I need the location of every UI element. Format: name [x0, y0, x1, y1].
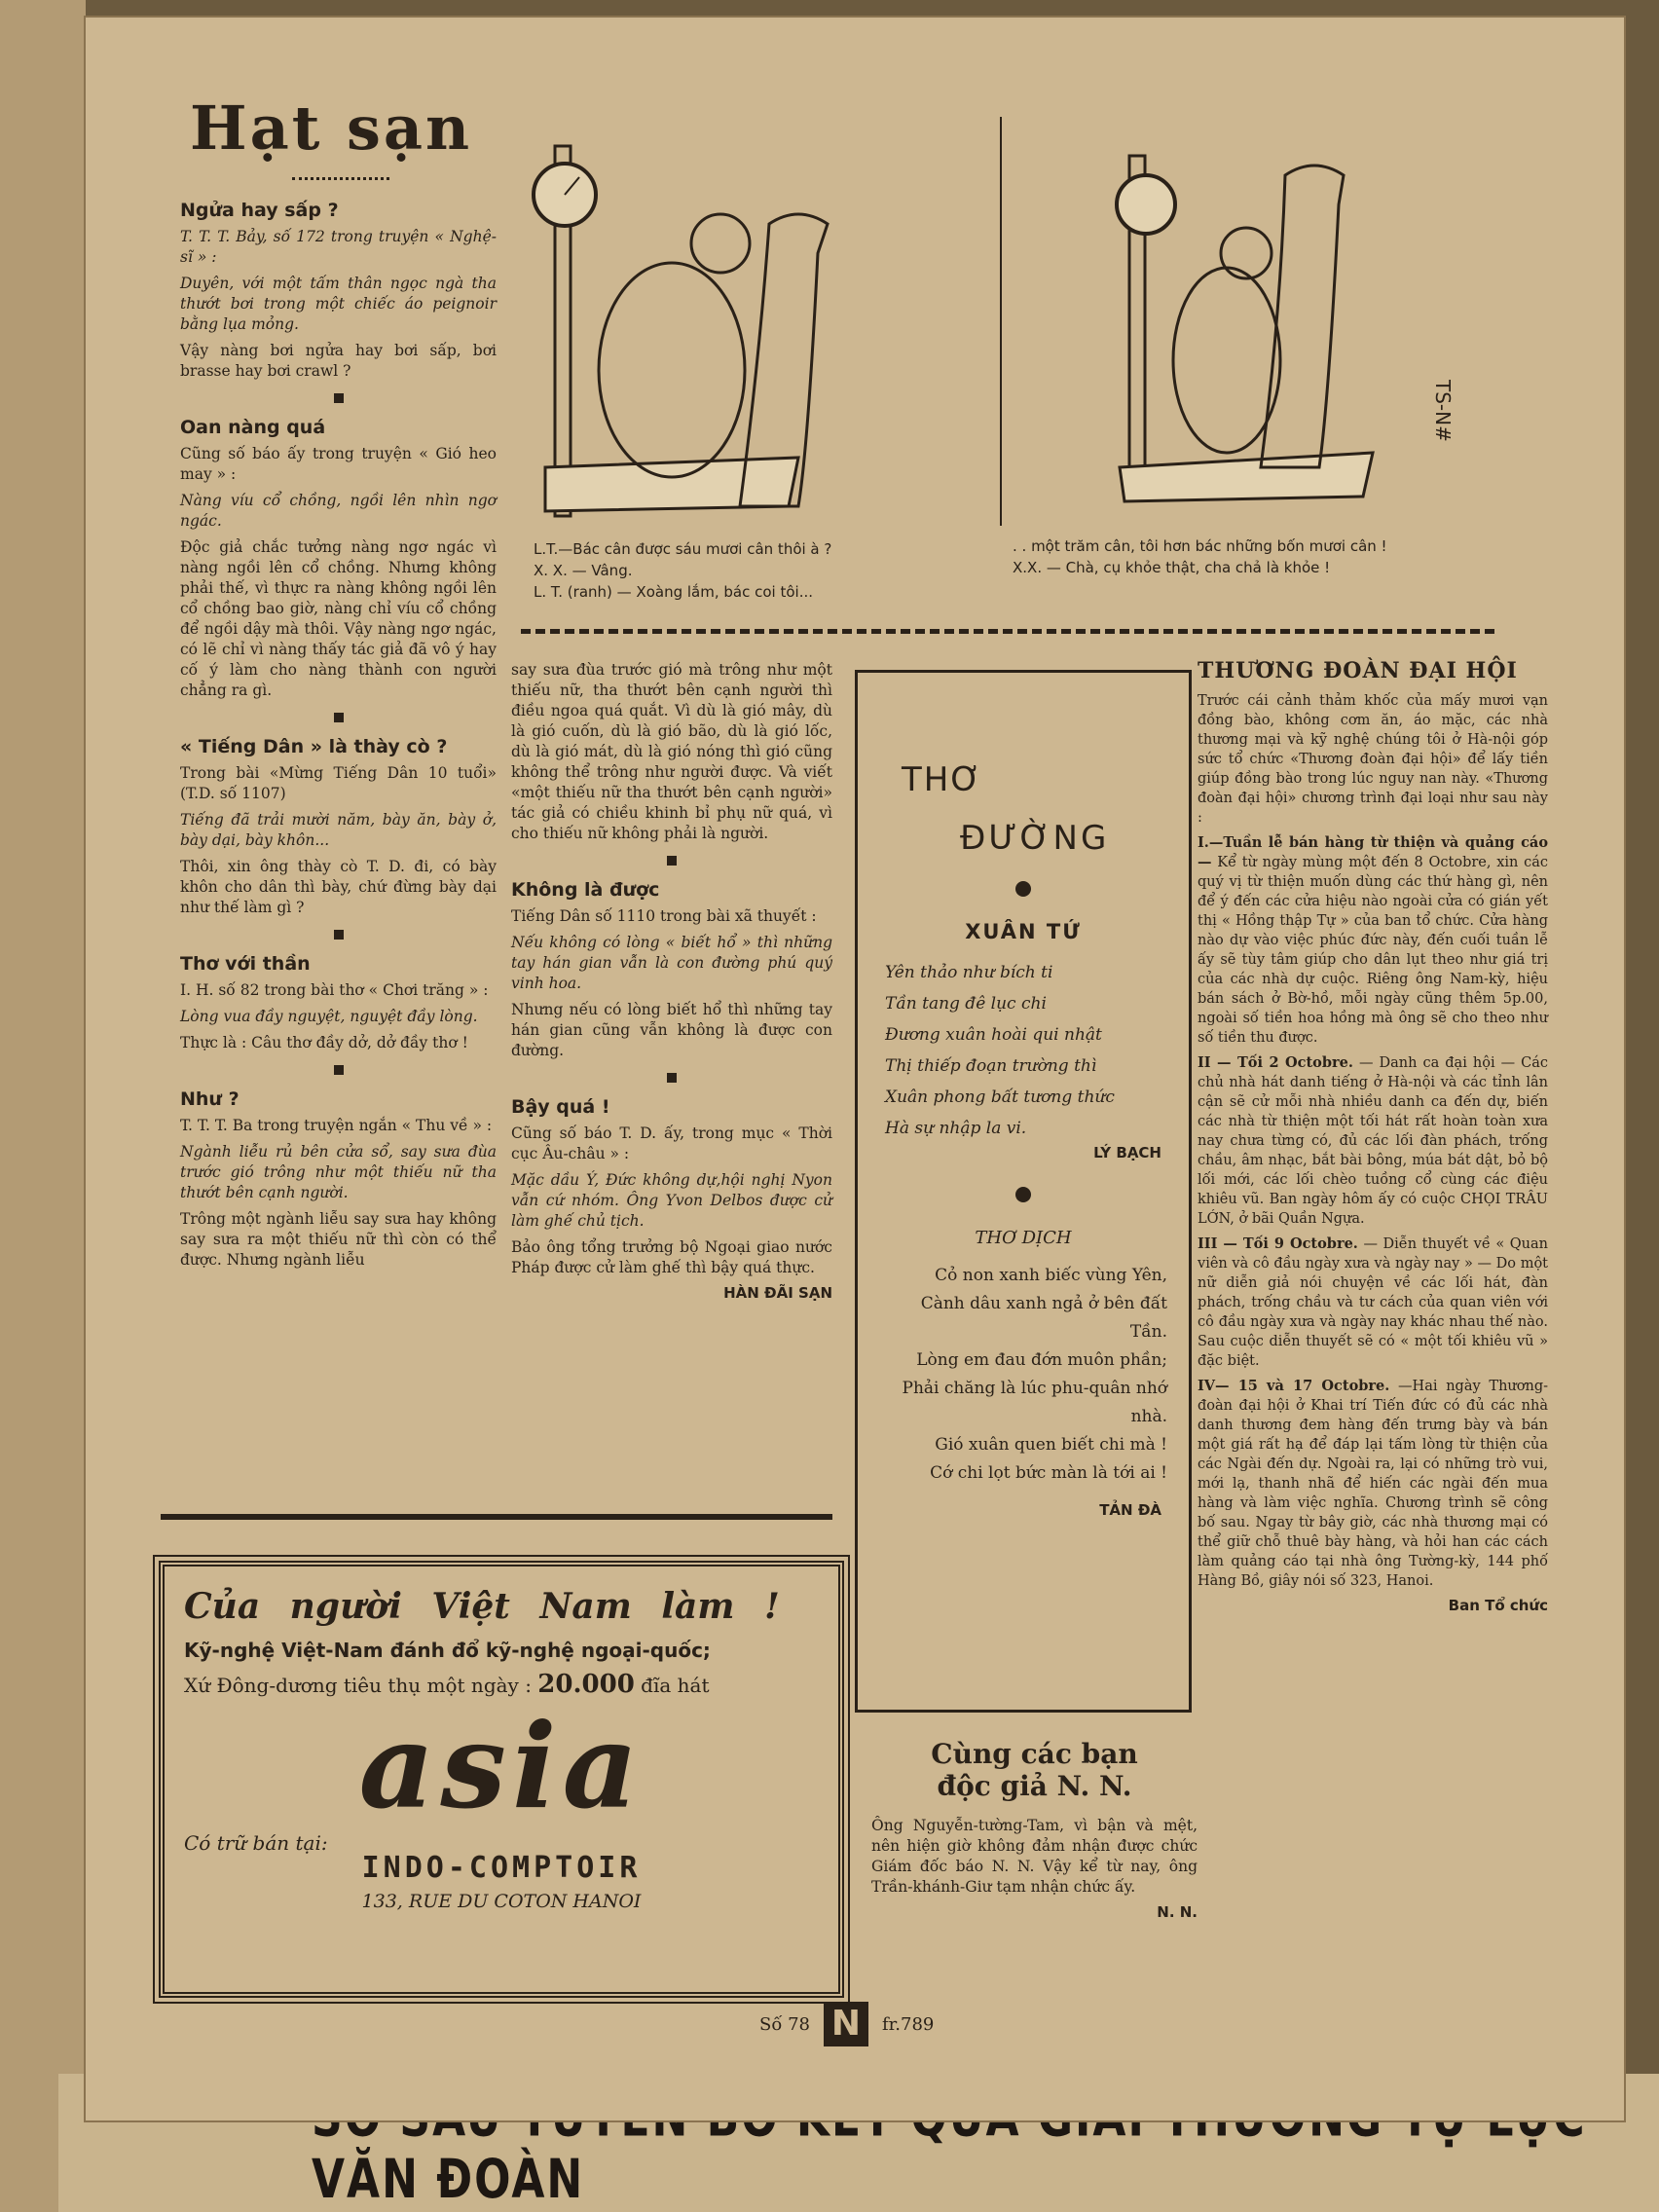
paragraph: Trong bài «Mừng Tiếng Dân 10 tuổi» (T.D. số 1107): [180, 764, 497, 802]
poetry-title-line1: THƠ: [902, 760, 983, 799]
previous-page-edge: [0, 0, 86, 2212]
readers-title-line1: Cùng các bạn: [931, 1738, 1138, 1770]
issue-number: Số 78: [759, 2013, 810, 2035]
poetry-title-line2: ĐƯỜNG: [960, 819, 1110, 858]
page-number: fr.789: [881, 2013, 935, 2035]
translation-title: THƠ DỊCH: [975, 1228, 1072, 1248]
translation-line: Cành dâu xanh ngả ở bên đất Tần.: [920, 1294, 1167, 1342]
section-title: Thơ với thần: [180, 953, 311, 975]
fair-item-body: Kể từ ngày mùng một đến 8 Octobre, xin các quý vị từ thiện muốn dùng các thứ hàng gì, nên để ý đến các cửa hiệu nào ngoài cửa có gián yết thị « Hồng thập Tự » của ban tổ chức. Cửa hàng nào dự vào việc phúc đức này, đến cuối tuần lễ ấy sẽ tùy tâm giúp cho dân lụt theo như giá trị của các nhà dự cuộc. Riêng ông Nam-kỳ, hiệu bán sách ở Bờ-hồ, mỗi ngày cũng thêm 5p.00, ngoài số tiền hoa hồng mà ông sẽ cho theo như số tiền thu được.: [1198, 855, 1548, 1046]
paragraph: Cũng số báo T. D. ấy, trong mục « Thời cục Âu-châu » :: [511, 1124, 832, 1162]
column-hat-san-continued: [511, 660, 832, 1302]
asia-record-advertisement: [159, 1561, 844, 1998]
paragraph: Thôi, xin ông thày cò T. D. đi, có bày khôn cho dân thì bày, chứ đừng bày dại như thế làm gì ?: [180, 858, 497, 916]
fair-item-heading: I.—Tuần lễ bán hàng từ thiện và quảng cáo—: [1198, 834, 1548, 870]
bullet: [1015, 1187, 1031, 1202]
section-title: Như ?: [180, 1088, 240, 1110]
separator: [667, 856, 677, 866]
poem-lines: [885, 957, 1189, 1144]
readers-notice: [871, 1738, 1198, 1921]
next-page-headline: VĂN ĐOÀN: [312, 2149, 585, 2211]
page-footer: [759, 2002, 1013, 2046]
paragraph: Trông một ngành liễu say sưa hay không say sưa ra một thiếu nữ thì còn có thể được. Nhưng ngành liễu: [180, 1210, 497, 1269]
ad-slogan: Của người Việt Nam làm !: [184, 1586, 780, 1627]
translation-line: Cớ chi lọt bức màn là tới ai !: [930, 1463, 1167, 1483]
caption-line: L.T.—Bác cân được sáu mươi cân thôi à ?: [534, 540, 832, 558]
separator: [334, 930, 344, 940]
fair-item-heading: IV— 15 và 17 Octobre.: [1198, 1378, 1390, 1394]
caption-line: X.X. — Chà, cụ khỏe thật, cha chả là khỏe !: [1013, 559, 1331, 576]
caption-line: . . một trăm cân, tôi hơn bác những bốn mươi cân !: [1013, 537, 1387, 555]
paragraph: Bảo ông tổng trưởng bộ Ngoại giao nước Pháp được cử làm ghế thì bậy quá thực.: [511, 1238, 832, 1276]
separator: [667, 1073, 677, 1083]
paragraph: Tiếng Dân số 1110 trong bài xã thuyết :: [511, 907, 817, 925]
section-title: Bậy quá !: [511, 1096, 610, 1118]
translation-line: Cỏ non xanh biếc vùng Yên,: [935, 1266, 1167, 1285]
fair-item-heading: II — Tối 2 Octobre.: [1198, 1054, 1353, 1071]
paragraph: Trước cái cảnh thảm khốc của mấy mươi vạn đồng bào, không cơm ăn, áo mặc, các nhà thương mại và kỹ nghệ chúng tôi ở Hà-nội góp sức tổ chức «Thương đoàn đại hội» để lấy tiền giúp đồng bào trong lúc nguy nan này. «Thương đoàn đại hội» chương trình đại loại như sau này :: [1198, 693, 1548, 826]
poem-line: Hà sự nhập la vi.: [885, 1119, 1027, 1138]
cartoon-signature: TS-N#: [1431, 380, 1455, 442]
section-title: Không là được: [511, 879, 660, 901]
paragraph: Lòng vua đầy nguyệt, nguyệt đầy lòng.: [180, 1008, 478, 1025]
poem-author: LÝ BẠCH: [1093, 1144, 1161, 1161]
paragraph: Ông Nguyễn-tường-Tam, vì bận và mệt, nên hiện giờ không đảm nhận được chức Giám đốc báo N. N. Vậy kể từ nay, ông Trần-khánh-Giư tạm nhận chức ấy.: [871, 1817, 1198, 1896]
poem-line: Thị thiếp đoạn trường thì: [885, 1056, 1097, 1076]
poem-line: Tần tang đê lục chi: [885, 994, 1047, 1014]
page-title: Hạt sạn: [190, 92, 473, 164]
ad-number: 20.000: [537, 1670, 635, 1699]
poem-line: Xuân phong bất tương thức: [885, 1088, 1115, 1107]
cartoon-caption-right: [1013, 535, 1499, 578]
separator: [334, 713, 344, 722]
ad-line: Kỹ-nghệ Việt-Nam đánh đổ kỹ-nghệ ngoại-quốc;: [184, 1639, 711, 1662]
translation-line: Gió xuân quen biết chi mà !: [935, 1435, 1167, 1455]
paragraph: say sưa đùa trước gió mà trông như một thiếu nữ, tha thướt bên cạnh người thì điều ngoa quá quắt. Vì dù là gió mây, dù là gió cuốn, dù là gió bão, dù là gió lốc, dù là gió mát, dù là gió nóng thì gió cũng không thể trông như người được. Và viết «một thiếu nữ tha thướt bên cạnh người» tác giả có chiều khinh bỉ phụ nữ quá, vì cho thiếu nữ không phải là người.: [511, 661, 832, 842]
column-hat-san: [180, 200, 497, 1276]
paragraph: Ngành liễu rủ bên cửa sổ, say sưa đùa trước gió trông như một thiếu nữ tha thướt bên cạnh người.: [180, 1143, 497, 1201]
ad-text: Có trữ bán tại:: [184, 1831, 328, 1855]
fair-item-body: — Danh ca đại hội — Các chủ nhà hát danh tiếng ở Hà-nội và các tỉnh lân cận sẽ cử mỗi nhà nhiều danh ca đến dự, biến các nhà từ thiện một tối hát rất hoàn toàn xưa nay chưa từng có, đủ các lối đàn phách, trống chầu, âm nhạc, bắt bài bông, múa bát dật, bỏ bộ lối mới, các lối chèo tuồng cổ cùng các điệu khiêu vũ. Ban ngày hôm ấy có cuộc CHỌI TRÂU LỚN, ở bãi Quần Ngựa.: [1198, 1055, 1549, 1227]
fair-item-body: — Diễn thuyết về « Quan viên và cô đầu ngày xưa và ngày nay » — Do một nữ diễn giả nói chuyện về các lối hát, đàn phách, trống chầu và tư cách của quan viên với cô đầu ngày xưa và ngày nay khác nhau thế nào. Sau cuộc diễn thuyết sẽ có « một tối khiêu vũ » đặc biệt.: [1198, 1236, 1548, 1369]
title-ornament: [292, 177, 389, 188]
readers-signature: N. N.: [1157, 1903, 1198, 1921]
poetry-box: [855, 670, 1192, 1713]
paragraph: Thực là : Câu thơ đầy dở, dở đầy thơ !: [180, 1034, 468, 1051]
caption-line: X. X. — Vâng.: [534, 562, 633, 579]
paragraph: T. T. T. Ba trong truyện ngắn « Thu về » :: [180, 1117, 493, 1134]
paragraph: Nếu không có lòng « biết hổ » thì những tay hán gian vẫn là con đường phú quý vinh hoa.: [511, 934, 832, 992]
poem-title: XUÂN TỨ: [965, 920, 1082, 943]
fair-item-heading: III — Tối 9 Octobre.: [1198, 1235, 1358, 1252]
readers-title-line2: độc giả N. N.: [937, 1770, 1132, 1802]
section-divider: [521, 629, 1494, 642]
poem-line: Yên thảo như bích ti: [885, 963, 1053, 982]
poem-line: Đương xuân hoài qui nhật: [885, 1025, 1102, 1045]
paragraph: Cũng số báo ấy trong truyện « Gió heo may » :: [180, 445, 497, 483]
caption-line: L. T. (ranh) — Xoàng lắm, bác coi tôi...: [534, 583, 813, 601]
cartoon-illustration: [526, 117, 1490, 526]
translation-line: Phải chăng là lúc phu-quân nhớ nhà.: [902, 1379, 1167, 1426]
ad-line: [184, 1670, 838, 1699]
ngay-nay-logo: N: [824, 2002, 868, 2046]
ad-text: Xứ Đông-dương tiêu thụ một ngày :: [184, 1674, 532, 1697]
ad-company: INDO-COMPTOIR: [361, 1851, 642, 1885]
paragraph: Nàng víu cổ chồng, ngồi lên nhìn ngơ ngác.: [180, 492, 497, 530]
asia-brand-logo: asia: [358, 1698, 645, 1835]
paragraph: Độc giả chắc tưởng nàng ngơ ngác vì nàng ngồi lên cổ chồng. Nhưng không phải thế, vì thực ra nàng không ngồi lên cổ chồng bao giờ, nàng chỉ víu cổ chồng để ngồi dậy mà thôi. Vậy nàng ngơ ngác, có lẽ chỉ vì nàng thấy tác giả đã vô ý hay cố ý làm cho nàng thành con người chẳng ra gì.: [180, 538, 497, 699]
fair-title: THƯƠNG ĐOÀN ĐẠI HỘI: [1198, 658, 1518, 683]
section-title: « Tiếng Dân » là thày cò ?: [180, 736, 448, 757]
section-title: Ngửa hay sấp ?: [180, 200, 339, 221]
paragraph: Vậy nàng bơi ngửa hay bơi sấp, bơi brasse hay bơi crawl ?: [180, 342, 497, 380]
separator: [334, 393, 344, 403]
paragraph: Mặc dầu Ý, Đức không dự,hội nghị Nyon vẫn cứ nhóm. Ông Yvon Delbos được cử làm ghế chủ tịch.: [511, 1171, 832, 1230]
paragraph: I. H. số 82 trong bài thơ « Chơi trăng » :: [180, 981, 489, 999]
translation-lines: [885, 1262, 1167, 1488]
cartoon-caption-left: [534, 538, 1001, 603]
paragraph: T. T. T. Bảy, số 172 trong truyện « Nghệ-sĩ » :: [180, 228, 497, 266]
paragraph: Nhưng nếu có lòng biết hổ thì những tay hán gian cũng vẫn không là được con đường.: [511, 1001, 832, 1059]
separator: [334, 1065, 344, 1075]
translator: TẢN ĐÀ: [1099, 1501, 1161, 1519]
author-signature: HÀN ĐÃI SẠN: [723, 1284, 832, 1302]
fair-signature: Ban Tổ chức: [1448, 1597, 1548, 1614]
paragraph: Tiếng đã trải mười năm, bày ăn, bày ở, bày dại, bày khôn...: [180, 811, 497, 849]
bullet: [1015, 881, 1031, 897]
translation-line: Lòng em đau đớn muôn phần;: [916, 1350, 1167, 1370]
ad-address: 133, RUE DU COTON HANOI: [361, 1891, 642, 1912]
trade-fair-column: [1198, 658, 1548, 1614]
paragraph: Duyên, với một tấm thân ngọc ngà tha thướt bơi trong một chiếc áo peignoir bằng lụa mỏng.: [180, 275, 497, 333]
fair-item-body: —Hai ngày Thương-đoàn đại hội ở Khai trí Tiến đức có đủ các nhà danh thương đem hàng đến trưng bày và bán một giá rất hạ để đáp lại tấm lòng từ thiện của các Ngài đến dự. Ngoài ra, lại có những trò vui, mới lạ, thanh nhã để hiến các ngài đến mua hàng và làm việc nghĩa. Chương trình sẽ công bố sau. Ngay từ bây giờ, các nhà thương mại có thể giữ chỗ thuê bày hàng, và hỏi han các cách làm quảng cáo tại nhà ông Tường-kỳ, 144 phố Hàng Bồ, giây nói số 323, Hanoi.: [1198, 1379, 1549, 1589]
ad-text: đĩa hát: [641, 1674, 710, 1697]
section-title: Oan nàng quá: [180, 417, 326, 438]
horizontal-rule: [161, 1514, 832, 1520]
